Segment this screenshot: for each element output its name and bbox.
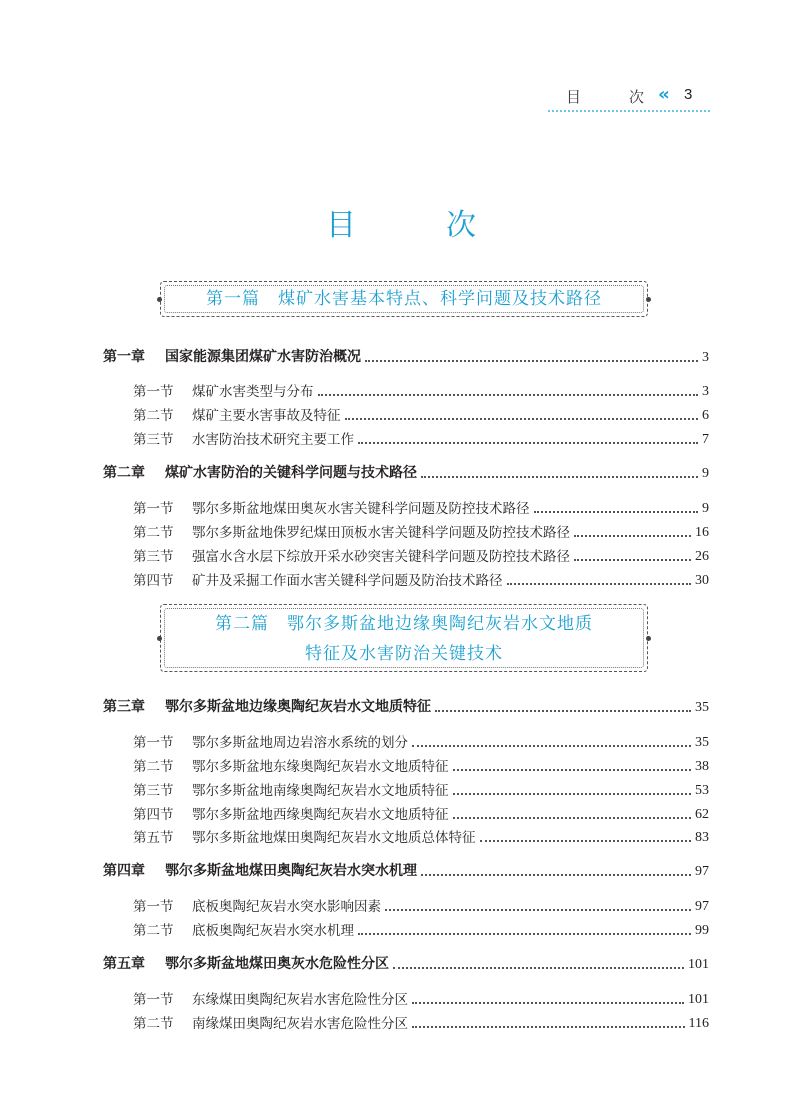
toc-section[interactable]	[133, 545, 709, 565]
entry-page: 7	[702, 432, 709, 447]
toc-section[interactable]	[133, 404, 709, 424]
entry-title: 鄂尔多斯盆地侏罗纪煤田顶板水害关键科学问题及防控技术路径	[192, 525, 570, 541]
entry-number: 第二节	[133, 408, 174, 424]
entry-number: 第三节	[133, 432, 174, 448]
dot-leader	[480, 840, 692, 842]
entry-page: 3	[702, 350, 709, 365]
dot-leader	[318, 394, 699, 396]
entry-page: 116	[688, 1016, 709, 1031]
entry-page: 38	[695, 759, 709, 774]
dot-leader	[358, 933, 691, 935]
entry-page: 99	[695, 923, 709, 938]
toc-section[interactable]	[133, 731, 709, 751]
entry-number: 第三节	[133, 549, 174, 565]
entry-page: 83	[695, 830, 709, 845]
page-number: 3	[684, 86, 693, 103]
page-title	[0, 200, 800, 243]
running-header-title-char1: 目	[566, 88, 582, 106]
entry-title: 鄂尔多斯盆地边缘奥陶纪灰岩水文地质特征	[165, 699, 431, 715]
entry-title: 鄂尔多斯盆地煤田奥灰水害关键科学问题及防控技术路径	[192, 501, 530, 517]
entry-page: 9	[702, 501, 709, 516]
toc-chapter-3[interactable]	[103, 696, 709, 716]
banner-dot	[646, 297, 651, 302]
entry-page: 26	[695, 549, 709, 564]
entry-title: 煤矿主要水害事故及特征	[192, 408, 341, 424]
toc-section[interactable]	[133, 895, 709, 915]
entry-page: 97	[695, 899, 709, 914]
toc-section[interactable]	[133, 569, 709, 589]
dot-leader	[412, 1002, 684, 1004]
toc-section[interactable]	[133, 826, 709, 846]
entry-title: 鄂尔多斯盆地南缘奥陶纪灰岩水文地质特征	[192, 783, 449, 799]
dot-leader	[385, 909, 691, 911]
entry-number: 第二节	[133, 525, 174, 541]
dot-leader	[365, 360, 698, 362]
entry-number: 第三节	[133, 783, 174, 799]
entry-page: 3	[702, 384, 709, 399]
dot-leader	[453, 769, 692, 771]
entry-page: 6	[702, 408, 709, 423]
dot-leader	[421, 874, 691, 876]
banner-dot	[646, 636, 651, 641]
entry-number: 第五节	[133, 830, 174, 846]
entry-number: 第二节	[133, 759, 174, 775]
entry-number: 第一节	[133, 899, 174, 915]
toc-section[interactable]	[133, 919, 709, 939]
dot-leader	[534, 511, 699, 513]
entry-page: 16	[695, 525, 709, 540]
running-header-title-char2: 次	[629, 88, 645, 106]
toc-section[interactable]	[133, 1012, 709, 1032]
entry-title: 底板奥陶纪灰岩水突水影响因素	[192, 899, 381, 915]
part-two-title-line2: 特征及水害防治关键技术	[305, 644, 503, 664]
part-one-title: 第一篇 煤矿水害基本特点、科学问题及技术路径	[206, 289, 602, 309]
entry-title: 煤矿水害防治的关键科学问题与技术路径	[165, 465, 417, 481]
dot-leader	[507, 583, 692, 585]
toc-section[interactable]	[133, 779, 709, 799]
part-one-banner	[160, 281, 648, 317]
dot-leader	[574, 559, 691, 561]
entry-number: 第一节	[133, 735, 174, 751]
entry-number: 第一节	[133, 501, 174, 517]
entry-title: 国家能源集团煤矿水害防治概况	[165, 349, 361, 365]
dot-leader	[453, 793, 692, 795]
entry-title: 水害防治技术研究主要工作	[192, 432, 354, 448]
toc-section[interactable]	[133, 988, 709, 1008]
entry-page: 101	[688, 992, 709, 1007]
page-title-char1: 目	[326, 208, 356, 243]
toc-section[interactable]	[133, 380, 709, 400]
entry-page: 35	[695, 700, 709, 715]
entry-number: 第一章	[103, 349, 145, 365]
dot-leader	[412, 1026, 685, 1028]
entry-number: 第二节	[133, 923, 174, 939]
entry-page: 30	[695, 573, 709, 588]
toc-section[interactable]	[133, 497, 709, 517]
dot-leader	[358, 442, 698, 444]
dot-leader	[574, 535, 691, 537]
entry-number: 第三章	[103, 699, 145, 715]
banner-dot	[157, 636, 162, 641]
entry-number: 第四节	[133, 807, 174, 823]
entry-page: 9	[702, 466, 709, 481]
part-two-banner	[160, 604, 648, 672]
entry-page: 35	[695, 735, 709, 750]
running-header	[548, 86, 710, 110]
entry-page: 97	[695, 864, 709, 879]
toc-section[interactable]	[133, 428, 709, 448]
dot-leader	[421, 476, 698, 478]
entry-title: 矿井及采掘工作面水害关键科学问题及防治技术路径	[192, 573, 503, 589]
entry-number: 第一节	[133, 992, 174, 1008]
entry-title: 强富水含水层下综放开采水砂突害关键科学问题及防控技术路径	[192, 549, 570, 565]
toc-chapter-1[interactable]	[103, 346, 709, 366]
entry-title: 南缘煤田奥陶纪灰岩水害危险性分区	[192, 1016, 408, 1032]
part-two-title-line1: 第二篇 鄂尔多斯盆地边缘奥陶纪灰岩水文地质	[215, 614, 593, 634]
entry-title: 鄂尔多斯盆地煤田奥陶纪灰岩水突水机理	[165, 863, 417, 879]
entry-number: 第一节	[133, 384, 174, 400]
entry-page: 53	[695, 783, 709, 798]
dot-leader	[345, 418, 699, 420]
dot-leader	[453, 817, 692, 819]
entry-title: 鄂尔多斯盆地西缘奥陶纪灰岩水文地质特征	[192, 807, 449, 823]
header-rule	[548, 110, 710, 112]
entry-title: 东缘煤田奥陶纪灰岩水害危险性分区	[192, 992, 408, 1008]
entry-number: 第五章	[103, 956, 145, 972]
toc-chapter-4[interactable]	[103, 860, 709, 880]
toc-section[interactable]	[133, 755, 709, 775]
entry-number: 第二节	[133, 1016, 174, 1032]
toc-chapter-2[interactable]	[103, 462, 709, 482]
toc-section[interactable]	[133, 803, 709, 823]
entry-title: 鄂尔多斯盆地东缘奥陶纪灰岩水文地质特征	[192, 759, 449, 775]
page-title-char2: 次	[446, 208, 476, 243]
dot-leader	[393, 967, 684, 969]
banner-dot	[157, 297, 162, 302]
dot-leader	[435, 710, 691, 712]
toc-section[interactable]	[133, 521, 709, 541]
entry-title: 底板奥陶纪灰岩水突水机理	[192, 923, 354, 939]
double-chevron-left-icon: ‹‹	[658, 84, 667, 105]
entry-title: 鄂尔多斯盆地煤田奥陶纪灰岩水文地质总体特征	[192, 830, 476, 846]
entry-number: 第二章	[103, 465, 145, 481]
entry-title: 鄂尔多斯盆地煤田奥灰水危险性分区	[165, 956, 389, 972]
entry-title: 鄂尔多斯盆地周边岩溶水系统的划分	[192, 735, 408, 751]
entry-number: 第四章	[103, 863, 145, 879]
entry-page: 101	[688, 957, 709, 972]
toc-chapter-5[interactable]	[103, 953, 709, 973]
entry-page: 62	[695, 807, 709, 822]
dot-leader	[412, 745, 691, 747]
entry-number: 第四节	[133, 573, 174, 589]
entry-title: 煤矿水害类型与分布	[192, 384, 314, 400]
